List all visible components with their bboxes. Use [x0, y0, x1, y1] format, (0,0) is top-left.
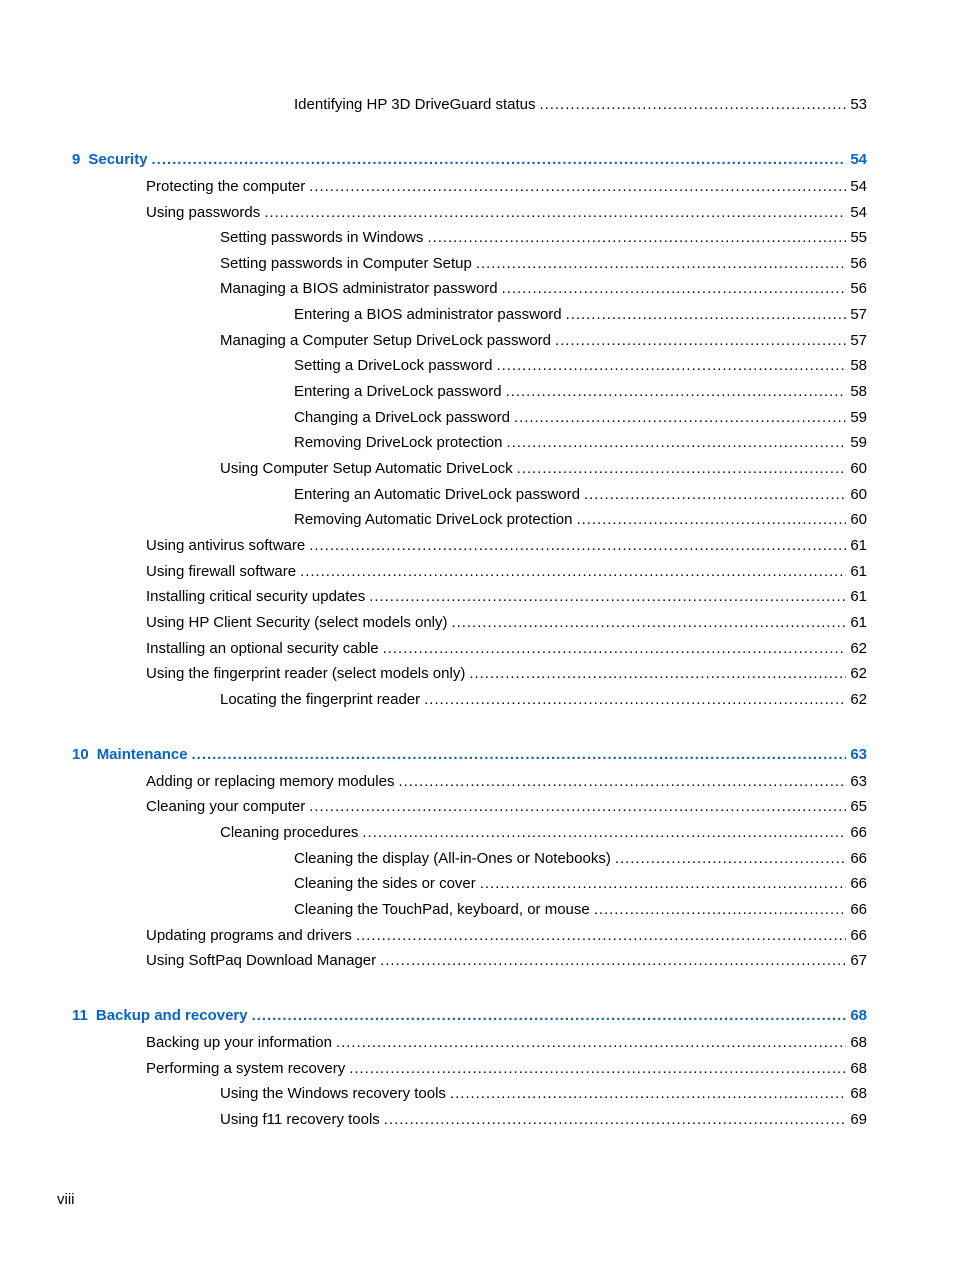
toc-entry-title [220, 332, 555, 350]
dot-leader [362, 824, 846, 842]
toc-entry [220, 824, 867, 842]
dot-leader [424, 691, 846, 709]
toc-entry [220, 691, 867, 709]
toc-entry-label: Locating the fingerprint reader [220, 691, 421, 708]
toc-page-number: 69 [850, 1111, 867, 1128]
toc-page-number: 54 [850, 151, 867, 168]
dot-leader [152, 151, 847, 169]
toc-entry-label: Using HP Client Security (select models only) [146, 614, 448, 631]
toc-entry [220, 332, 867, 350]
dot-leader [252, 1007, 847, 1025]
toc-page-number: 56 [850, 280, 867, 297]
toc-entry-label: Updating programs and drivers [146, 927, 352, 944]
dot-leader [264, 204, 846, 222]
toc-chapter-entry[interactable] [72, 151, 867, 169]
dot-leader [192, 746, 847, 764]
dot-leader [356, 927, 846, 945]
toc-entry-title [146, 773, 398, 791]
toc-page-number: 54 [850, 204, 867, 221]
toc-page-number: 68 [850, 1060, 867, 1077]
toc-entry [146, 588, 867, 606]
dot-leader [506, 434, 846, 452]
toc-entry-label: Entering a DriveLock password [294, 383, 502, 400]
dot-leader [427, 229, 846, 247]
toc-entry-title [72, 1007, 252, 1025]
dot-leader [502, 280, 847, 298]
toc-page-number: 60 [850, 486, 867, 503]
dot-leader [309, 537, 846, 555]
dot-leader [576, 511, 846, 529]
toc-entry [294, 96, 867, 114]
toc-page-number: 65 [850, 798, 867, 815]
toc-entry-title [146, 563, 300, 581]
toc-entry [146, 204, 867, 222]
toc-entry-title [220, 824, 362, 842]
toc-entry-title [146, 537, 309, 555]
toc-entry-title [146, 798, 309, 816]
toc-entry [294, 357, 867, 375]
toc-entry-label: Using f11 recovery tools [220, 1111, 380, 1128]
toc-page-number: 66 [850, 901, 867, 918]
dot-leader [300, 563, 846, 581]
toc-entry-label: Changing a DriveLock password [294, 409, 510, 426]
toc-entry [146, 563, 867, 581]
toc-entry-label: Maintenance [96, 746, 188, 763]
toc-entry-title [294, 409, 514, 427]
toc-entry-label: Removing DriveLock protection [294, 434, 503, 451]
toc-page-number: 63 [850, 773, 867, 790]
toc-page-number: 54 [850, 178, 867, 195]
toc-entry-label: Cleaning the TouchPad, keyboard, or mouse [294, 901, 590, 918]
toc-entry-title [294, 96, 540, 114]
toc-entry [220, 1085, 867, 1103]
toc-entry-title [146, 927, 356, 945]
toc-entry-label: Using passwords [146, 204, 261, 221]
toc-entry-label: Using SoftPaq Download Manager [146, 952, 377, 969]
toc-page-number: 61 [850, 563, 867, 580]
toc-page-number: 62 [850, 640, 867, 657]
toc-entry [146, 537, 867, 555]
toc-entry [146, 614, 867, 632]
toc-entry-title [294, 875, 480, 893]
toc-entry [294, 486, 867, 504]
dot-leader [615, 850, 846, 868]
toc-entry-label: Using antivirus software [146, 537, 306, 554]
toc-entry-title [72, 151, 152, 169]
toc-entry [146, 773, 867, 791]
chapter-number: 10 [72, 746, 89, 763]
toc-entry-title [146, 178, 309, 196]
toc-page-number: 66 [850, 850, 867, 867]
toc-page-number: 59 [850, 409, 867, 426]
dot-leader [336, 1034, 846, 1052]
toc-entry-title [146, 665, 469, 683]
toc-entry-title [220, 280, 502, 298]
toc-entry [146, 665, 867, 683]
toc-entry-title [294, 306, 566, 324]
toc-entry-title [220, 460, 517, 478]
toc-page-number: 61 [850, 537, 867, 554]
dot-leader [594, 901, 847, 919]
toc-page-number: 66 [850, 927, 867, 944]
toc-page-number: 61 [850, 614, 867, 631]
dot-leader [517, 460, 847, 478]
toc-entry-label: Using the fingerprint reader (select models only) [146, 665, 466, 682]
dot-leader [369, 588, 846, 606]
toc-entry-title [220, 255, 476, 273]
toc-page-number: 66 [850, 875, 867, 892]
toc-chapter-entry[interactable] [72, 1007, 867, 1025]
toc-entry-title [220, 691, 424, 709]
toc-page-number: 61 [850, 588, 867, 605]
toc-entry-title [146, 640, 383, 658]
dot-leader [514, 409, 846, 427]
dot-leader [540, 96, 847, 114]
toc-entry [294, 511, 867, 529]
toc-entry [294, 434, 867, 452]
toc-entry-label: Cleaning your computer [146, 798, 306, 815]
toc-entry [146, 178, 867, 196]
toc-entry [146, 798, 867, 816]
toc-page-number: 68 [850, 1034, 867, 1051]
toc-entry-title [294, 511, 576, 529]
toc-entry-title [220, 1111, 384, 1129]
toc-entry-title [146, 614, 452, 632]
toc-entry-label: Setting passwords in Computer Setup [220, 255, 472, 272]
dot-leader [584, 486, 846, 504]
dot-leader [452, 614, 847, 632]
toc-entry [294, 306, 867, 324]
dot-leader [506, 383, 847, 401]
toc-entry-label: Entering a BIOS administrator password [294, 306, 562, 323]
dot-leader [380, 952, 846, 970]
dot-leader [476, 255, 847, 273]
toc-page-number: 55 [850, 229, 867, 246]
toc-entry-label: Performing a system recovery [146, 1060, 346, 1077]
toc-entry-title [146, 952, 380, 970]
toc-entry-label: Backup and recovery [95, 1007, 248, 1024]
toc-entry-label: Adding or replacing memory modules [146, 773, 395, 790]
toc-entry-label: Managing a BIOS administrator password [220, 280, 498, 297]
toc-entry-title [220, 1085, 450, 1103]
toc-entry-title [294, 383, 506, 401]
toc-page-number: 59 [850, 434, 867, 451]
toc-entry [220, 229, 867, 247]
toc-page-number: 53 [850, 96, 867, 113]
toc-entry [146, 640, 867, 658]
toc-page-number: 56 [850, 255, 867, 272]
toc-page-number: 62 [850, 691, 867, 708]
dot-leader [383, 640, 847, 658]
toc-entry [220, 255, 867, 273]
toc-entry-label: Managing a Computer Setup DriveLock password [220, 332, 552, 349]
toc-entry-title [294, 486, 584, 504]
toc-entry-label: Protecting the computer [146, 178, 306, 195]
toc-page-number: 57 [850, 332, 867, 349]
toc-page-number: 58 [850, 383, 867, 400]
toc-chapter-entry[interactable] [72, 746, 867, 764]
dot-leader [309, 798, 846, 816]
dot-leader [450, 1085, 846, 1103]
toc-entry-label: Cleaning procedures [220, 824, 359, 841]
toc-page-number: 62 [850, 665, 867, 682]
toc-entry [220, 1111, 867, 1129]
toc-entry-title [220, 229, 427, 247]
toc-entry-label: Setting passwords in Windows [220, 229, 424, 246]
dot-leader [480, 875, 847, 893]
toc-entry-label: Using Computer Setup Automatic DriveLock [220, 460, 513, 477]
toc-page-number: 63 [850, 746, 867, 763]
toc-entry [294, 409, 867, 427]
toc-entry-title [294, 901, 594, 919]
dot-leader [496, 357, 846, 375]
toc-page-number: 60 [850, 460, 867, 477]
toc-page-number: 66 [850, 824, 867, 841]
toc-entry [294, 875, 867, 893]
toc-entry-label: Removing Automatic DriveLock protection [294, 511, 573, 528]
dot-leader [384, 1111, 847, 1129]
toc-entry-title [294, 357, 496, 375]
page-number: viii [57, 1191, 75, 1208]
toc-entry [220, 280, 867, 298]
toc-entry-label: Entering an Automatic DriveLock password [294, 486, 580, 503]
dot-leader [398, 773, 846, 791]
toc-page-number: 68 [850, 1007, 867, 1024]
toc-entry-title [294, 850, 615, 868]
chapter-number: 11 [72, 1007, 88, 1024]
toc-entry [146, 1034, 867, 1052]
toc-entry [294, 901, 867, 919]
toc-entry-title [146, 204, 264, 222]
toc-entry-label: Using the Windows recovery tools [220, 1085, 446, 1102]
toc-entry-label: Using firewall software [146, 563, 297, 580]
toc-entry-label: Backing up your information [146, 1034, 332, 1051]
toc-page-number: 60 [850, 511, 867, 528]
toc-entry-label: Setting a DriveLock password [294, 357, 493, 374]
toc-entry [146, 952, 867, 970]
dot-leader [555, 332, 846, 350]
toc-entry [220, 460, 867, 478]
toc-entry-label: Installing critical security updates [146, 588, 366, 605]
toc-entry-title [72, 746, 192, 764]
toc-entry-label: Security [88, 151, 148, 168]
toc-page-number: 68 [850, 1085, 867, 1102]
toc-entry-label: Cleaning the display (All-in-Ones or Notebooks) [294, 850, 611, 867]
toc-entry [146, 1060, 867, 1078]
toc-page-number: 57 [850, 306, 867, 323]
chapter-number: 9 [72, 151, 81, 168]
toc-entry-title [294, 434, 506, 452]
dot-leader [309, 178, 846, 196]
toc-entry-title [146, 1060, 349, 1078]
toc-entry-label: Cleaning the sides or cover [294, 875, 476, 892]
dot-leader [349, 1060, 846, 1078]
toc-entry-label: Identifying HP 3D DriveGuard status [294, 96, 536, 113]
toc-entry-title [146, 588, 369, 606]
toc-entry [294, 383, 867, 401]
toc-entry [146, 927, 867, 945]
toc-entry-title [146, 1034, 336, 1052]
toc-entry-label: Installing an optional security cable [146, 640, 379, 657]
toc-entry [294, 850, 867, 868]
toc-page-number: 67 [850, 952, 867, 969]
dot-leader [566, 306, 847, 324]
dot-leader [469, 665, 846, 683]
toc-page-number: 58 [850, 357, 867, 374]
